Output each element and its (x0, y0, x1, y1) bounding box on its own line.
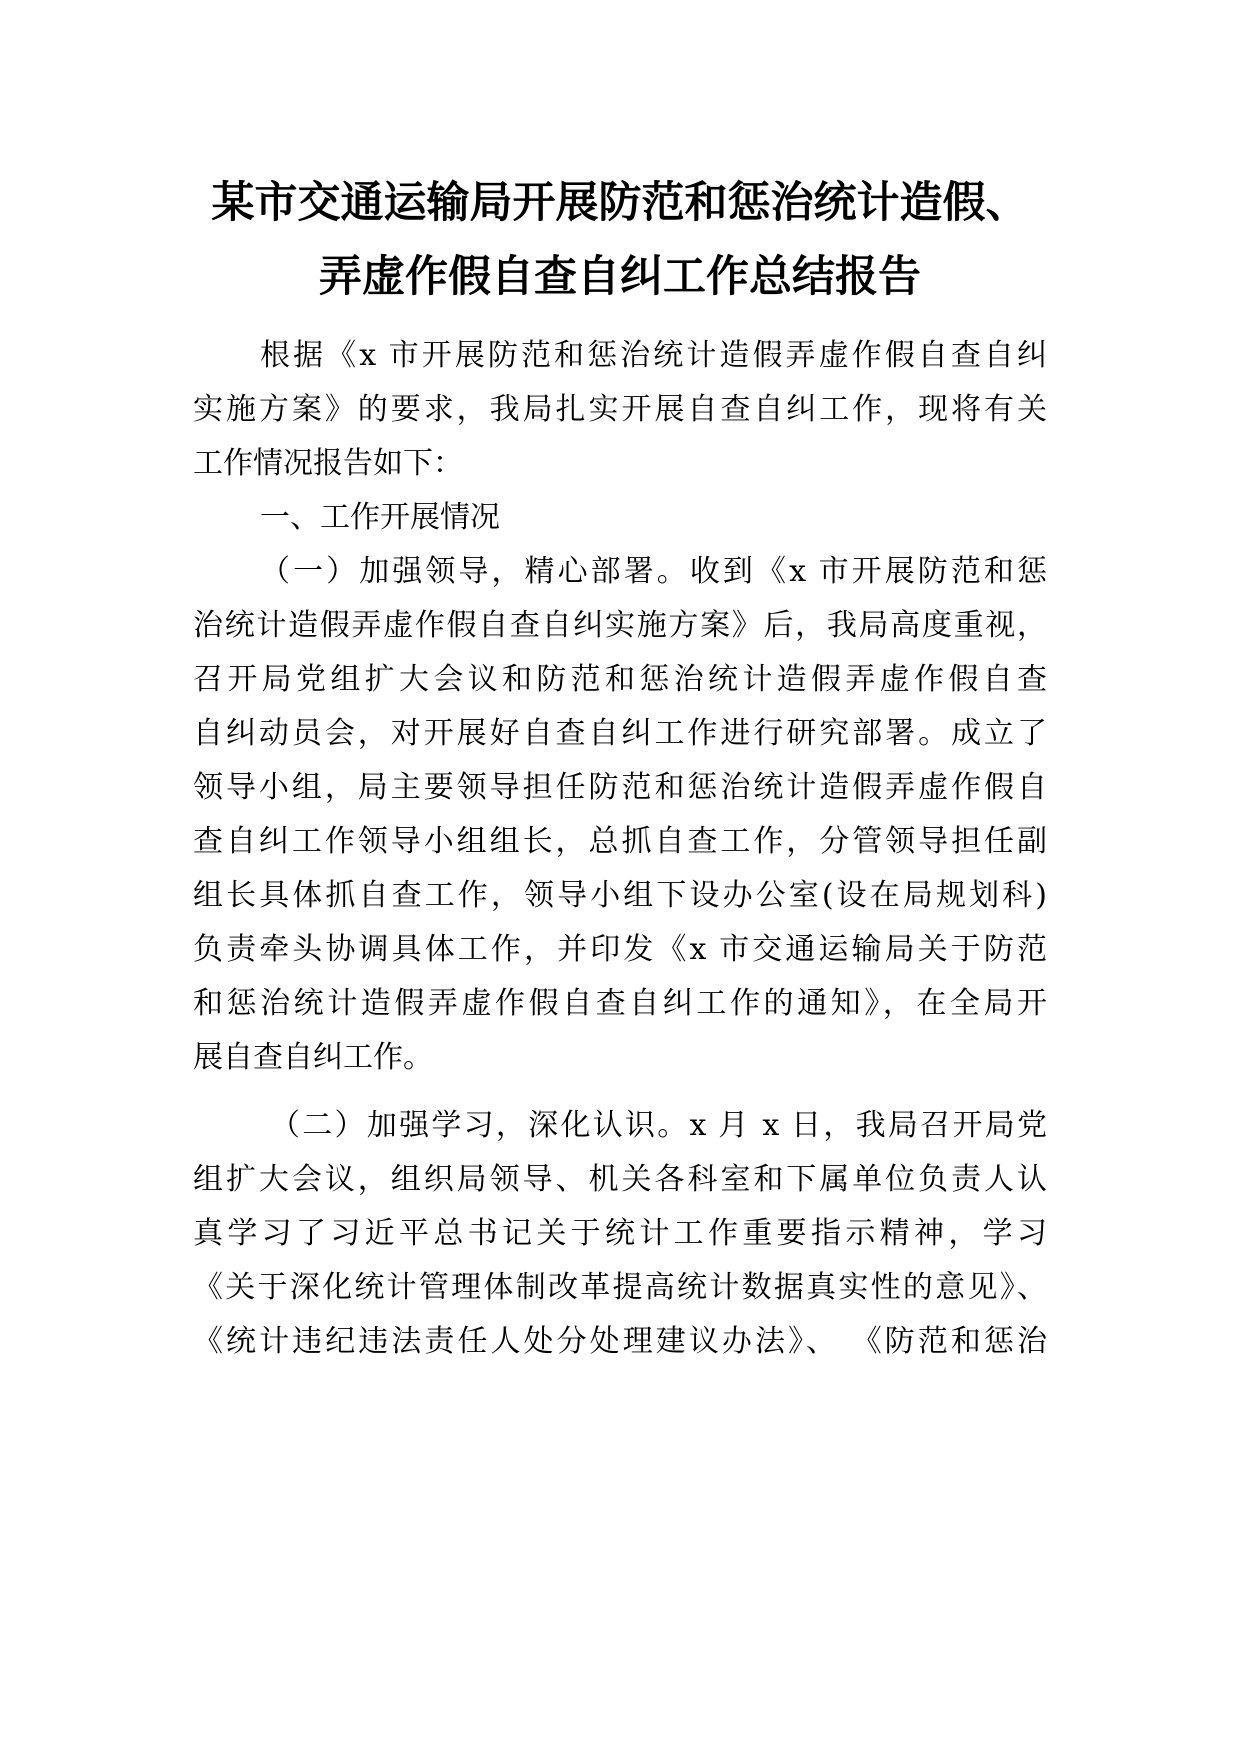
paragraph-line: 负责牵头协调具体工作，并印发《x 市交通运输局关于防范 (193, 932, 1047, 967)
paragraph-line: （二）加强学习，深化认识。x 月 x 日，我局召开局党 (270, 1108, 1047, 1143)
document-title-line-1: 某市交通运输局开展防范和惩治统计造假、 (211, 178, 1029, 228)
paragraph-line: 根据《x 市开展防范和惩治统计造假弄虚作假自查自纠 (260, 338, 1047, 373)
paragraph-line: 查自纠工作领导小组组长，总抓自查工作，分管领导担任副 (193, 824, 1047, 859)
paragraph-line: 自纠动员会，对开展好自查自纠工作进行研究部署。成立了 (193, 716, 1047, 751)
paragraph-line: 展自查自纠工作。 (193, 1040, 433, 1075)
document-title-line-2: 弄虚作假自查自纠工作总结报告 (319, 252, 921, 302)
paragraph-line: 和惩治统计造假弄虚作假自查自纠工作的通知》，在全局开 (193, 986, 1047, 1021)
paragraph-line: 治统计造假弄虚作假自查自纠实施方案》后，我局高度重视， (193, 608, 1047, 643)
paragraph-line: 工作情况报告如下： (193, 446, 463, 481)
paragraph-line: 真学习了习近平总书记关于统计工作重要指示精神，学习 (193, 1216, 1047, 1251)
section-heading: 一、工作开展情况 (260, 500, 500, 535)
paragraph-line: 领导小组，局主要领导担任防范和惩治统计造假弄虚作假自 (193, 770, 1047, 805)
paragraph-line: 召开局党组扩大会议和防范和惩治统计造假弄虚作假自查 (193, 662, 1047, 697)
paragraph-line: 组扩大会议，组织局领导、机关各科室和下属单位负责人认 (193, 1162, 1047, 1197)
paragraph-line: （一）加强领导，精心部署。收到《x 市开展防范和惩 (260, 554, 1047, 589)
paragraph-line: 组长具体抓自查工作，领导小组下设办公室(设在局规划科) (193, 878, 1047, 913)
paragraph-line: 《统计违纪违法责任人处分处理建议办法》、 《防范和惩治 (193, 1324, 1047, 1359)
paragraph-line: 实施方案》的要求，我局扎实开展自查自纠工作，现将有关 (193, 392, 1047, 427)
paragraph-line: 《关于深化统计管理体制改革提高统计数据真实性的意见》、 (193, 1270, 1047, 1305)
